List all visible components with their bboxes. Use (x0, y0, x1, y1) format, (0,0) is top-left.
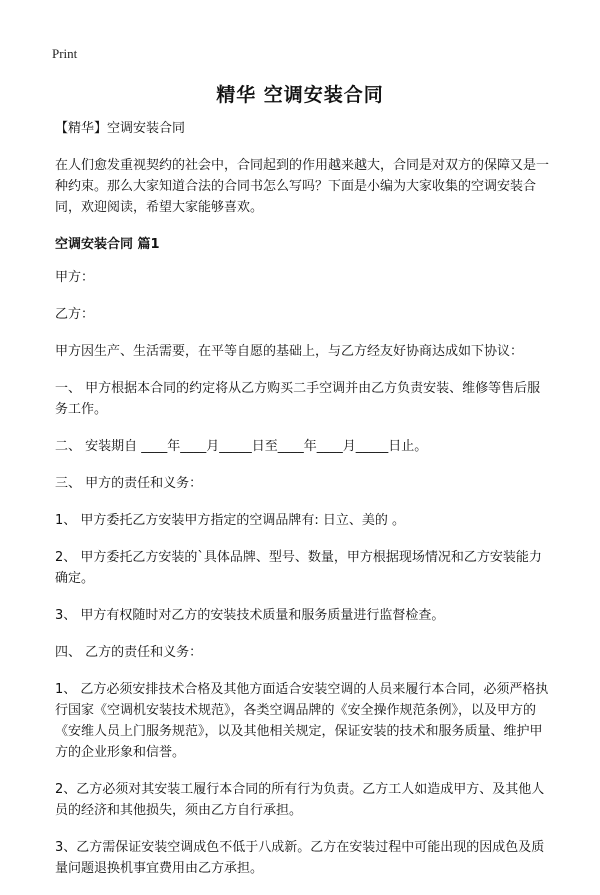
clause-3-1: 1、 甲方委托乙方安装甲方指定的空调品牌有: 日立、美的 。 (55, 513, 406, 528)
clause-4-3: 3、乙方需保证安装空调成色不低于八成新。乙方在安装过程中可能出现的因成色及质量问题退换机事宜费用由乙方承担。 (55, 840, 545, 876)
document-title: 精华 空调安装合同 (216, 84, 384, 106)
clause-4-title: 四、 乙方的责任和义务： (55, 645, 203, 660)
clause-4-1: 1、 乙方必须安排技术合格及其他方面适合安装空调的人员来履行本合同，必须严格执行国家《空调机安装技术规范》，各类空调品牌的《安全操作规范条例》，以及甲方的《安维人员上门服务规范》，以及其他相关规定，保证安装的技术和服务质量、维护甲方的企业形象和信誉。 (55, 682, 549, 760)
section-heading: 空调安装合同 篇1 (55, 237, 160, 252)
clause-1: 一、 甲方根据本合同的约定将从乙方购买二手空调并由乙方负责安装、维修等售后服务工作。 (55, 381, 541, 417)
intro-paragraph: 在人们愈发重视契约的社会中，合同起到的作用越来越大，合同是对双方的保障又是一种约束。那么大家知道合法的合同书怎么写吗？下面是小编为大家收集的空调安装合同，欢迎阅读，希望大家能够喜欢。 (55, 158, 550, 215)
clause-3-3: 3、 甲方有权随时对乙方的安装技术质量和服务质量进行监督检查。 (55, 608, 445, 623)
document-body (55, 118, 550, 895)
party-b-line: 乙方： (55, 307, 95, 322)
clause-4-2: 2、乙方必须对其安装工履行本合同的所有行为负责。乙方工人如造成甲方、及其他人员的经济和其他损失，须由乙方自行承担。 (55, 782, 545, 818)
clause-3-2: 2、 甲方委托乙方安装的`具体品牌、型号、数量，甲方根据现场情况和乙方安装能力确定。 (55, 550, 542, 586)
agreement-intro: 甲方因生产、生活需要，在平等自愿的基础上，与乙方经友好协商达成如下协议： (55, 344, 524, 359)
print-label: Print (52, 46, 78, 61)
document-subtitle: 【精华】空调安装合同 (55, 121, 186, 136)
clause-3-title: 三、 甲方的责任和义务： (55, 476, 203, 491)
clause-2: 二、 安装期自 ____年____月_____日至____年____月_____日止。 (55, 439, 428, 454)
party-a-line: 甲方： (55, 270, 95, 285)
